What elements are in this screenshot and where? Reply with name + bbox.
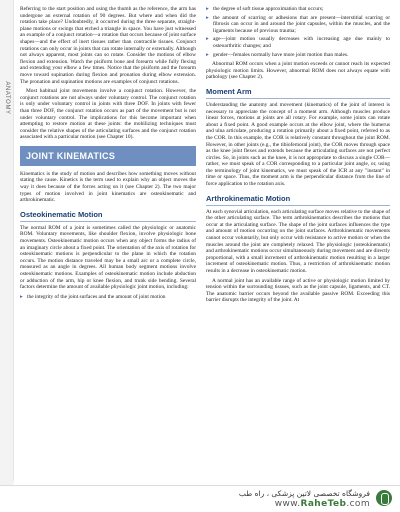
watermark-persian-text: فروشگاه تخصصی لاتین پزشکی ، راه طب xyxy=(238,489,370,498)
heading-moment-arm: Moment Arm xyxy=(206,87,390,99)
paragraph-osteokinematic: The normal ROM of a joint is sometimes called the physiologic or anatomic ROM. Voluntary movements, like shoulder flexion, involve physiologic bone movements. Osteokinematic motion occurs when any object forms the radius of an imaginary circle about a fixed point. The orientation of the axis of rotation for osteokinematic motions is perpendicular to the plane in which the rotation occurs. The motion distance traveled may be a small arc or a complete circle, measured as an angle in degrees. All human body segment motions involve osteokinematic motions. Examples of osteokinematic motion include abduction or adduction of the arm, hip or knee flexion, and trunk side bending. Several factors determine the amount of available physiologic joint motion, including: xyxy=(20,224,196,291)
left-column xyxy=(20,6,196,303)
paragraph-kinematics: Kinematics is the study of motion and describes how something moves without stating the cause. Kinetics is the term used to explain why an object moves the way it does because of the forces acting on it (see Chapter 2). The two major types of motion involved in joint kinematics are osteokinematic and arthrokinematic. xyxy=(20,170,196,204)
paragraph-arthrokinematic-1: At each synovial articulation, each articulating surface moves relative to the shape of the other articulating surface. The term arthrokinematics describes the motions that occur at the articulating surface. The shape of the joint surfaces influences the type and amount of motion occurring on the joint surfaces. Arthrokinematic movements cannot occur voluntarily, but only occur with resistance to active motion or when the muscles around the joint are completely relaxed. The physiologic (osteokinematic) and arthrokinematic motions occur simultaneously during movement and are directly proportional, with a small increment of arthrokinematic motion resulting in a larger increment of osteokinematic motion. Thus, a restriction of arthrokinematic motion results in a decrease in osteokinematic motion. xyxy=(206,208,390,274)
list-item: ▸ age—joint motion usually decreases with increasing age due mainly to osteoarthritic changes; and xyxy=(206,36,390,49)
watermark-footer xyxy=(0,485,400,512)
paragraph-moment-arm: Understanding the anatomy and movement (kinematics) of the joint of interest is necessary to appreciate the concept of a moment arm. Although muscles produce linear forces, motions at joints are all rotary. For example, some joints can rotate about a fixed point. A good example occurs at the elbow joint, where the humerus and ulna articulate, producing a rotation primarily about a fixed point, referred to as the COR. In this example, the COR is relatively constant throughout the joint ROM. However, in other joints (e.g., the tibiofemoral joint), the COR moves through space as the knee joint flexes and extends because the articulating surfaces are not perfect circles. So, in joints such as the knee, it is not appropriate to discuss a single COR—rather, we must speak of a COR corresponding to a particular joint angle, or, using the terminology of joint kinematics, we must speak of the ICR at any "instant" in time or space. Thus, the moment arm is the perpendicular distance from the line of force application to the rotation axis. xyxy=(206,101,390,188)
raheteb-logo-icon xyxy=(376,490,392,506)
watermark-url[interactable] xyxy=(239,499,370,510)
heading-osteokinematic-motion: Osteokinematic Motion xyxy=(20,210,196,222)
list-item: ▸ the amount of scarring or adhesions that are present—interstitial scarring or fibrosis can occur in and around the joint capsules, within the muscles, and the ligaments because of previous trauma; xyxy=(206,15,390,35)
url-prefix: www. xyxy=(274,499,301,509)
bullet-list-left xyxy=(20,294,196,301)
side-tab xyxy=(0,0,14,512)
url-suffix: .com xyxy=(346,499,370,509)
heading-arthrokinematic-motion: Arthrokinematic Motion xyxy=(206,194,390,206)
paragraph-abnormal-rom: Abnormal ROM occurs when a joint motion exceeds or cannot reach its expected physiologic motion limits. However, abnormal ROM does not always equate with pathology (see Chapter 2). xyxy=(206,61,390,81)
url-brand: RaheTeb xyxy=(300,499,347,509)
side-tab-label: ANATOMY xyxy=(4,81,10,115)
section-banner-joint-kinematics: JOINT KINEMATICS xyxy=(20,146,196,166)
paragraph-conjunct-rotation: Referring to the start position and using the thumb as the reference, the arm has undergone an external rotation of 90 degrees. But where and when did the rotation take place? Undoubtedly, it occurred during the three separate, straight-plane motions or swings that etched a triangle in space. You have just witnessed an example of a conjunct rotation—a rotation that occurs because of joint surface shapes—and the effect of inert tissues rather than contractile tissues. Conjunct rotations can only occur in joints that can rotate internally or externally. Although not always apparent, most joints can so rotate. Consider the motions of elbow flexion and extension. Watch the pisiform bone and forearm while fully flexing and extending your elbow a few times. Notice that the pisiform and the forearm move toward supination during flexion and pronation during elbow extension. The pronation and supination motions are examples of conjunct rotations. xyxy=(20,6,196,85)
bullet-list-right xyxy=(206,6,390,58)
paragraph-arthrokinematic-2: A normal joint has an available range of active or physiologic motion limited by tension within the surrounding tissues, such as the joint capsule, ligaments, and CT. The anatomic barrier occurs beyond the available passive ROM. Exceeding this barrier disrupts the integrity of the joint. At xyxy=(206,277,390,304)
paragraph-habitual-movements: Most habitual joint movements involve a conjunct rotation. However, the conjunct rotations are not always under voluntary control. The conjunct rotation is only under voluntary control in joints with three DOF. In joints with fewer than three DOF, the conjunct rotation occurs as part of the movement but is not under voluntary control. The implications for this become important when attempting to restore motion at these joints: the mobilizing techniques must consider the relative shapes of the articulating surfaces and the conjunct rotation associated with a particular motion (see Chapter 10). xyxy=(20,88,196,141)
list-item: ▸ the integrity of the joint surfaces and the amount of joint motion xyxy=(20,294,196,301)
right-column xyxy=(206,6,390,307)
watermark-text xyxy=(239,488,370,510)
list-item: ▸ the degree of soft tissue approximation that occurs; xyxy=(206,6,390,13)
list-item: ▸ gender—females normally have more joint motion than males. xyxy=(206,52,390,59)
